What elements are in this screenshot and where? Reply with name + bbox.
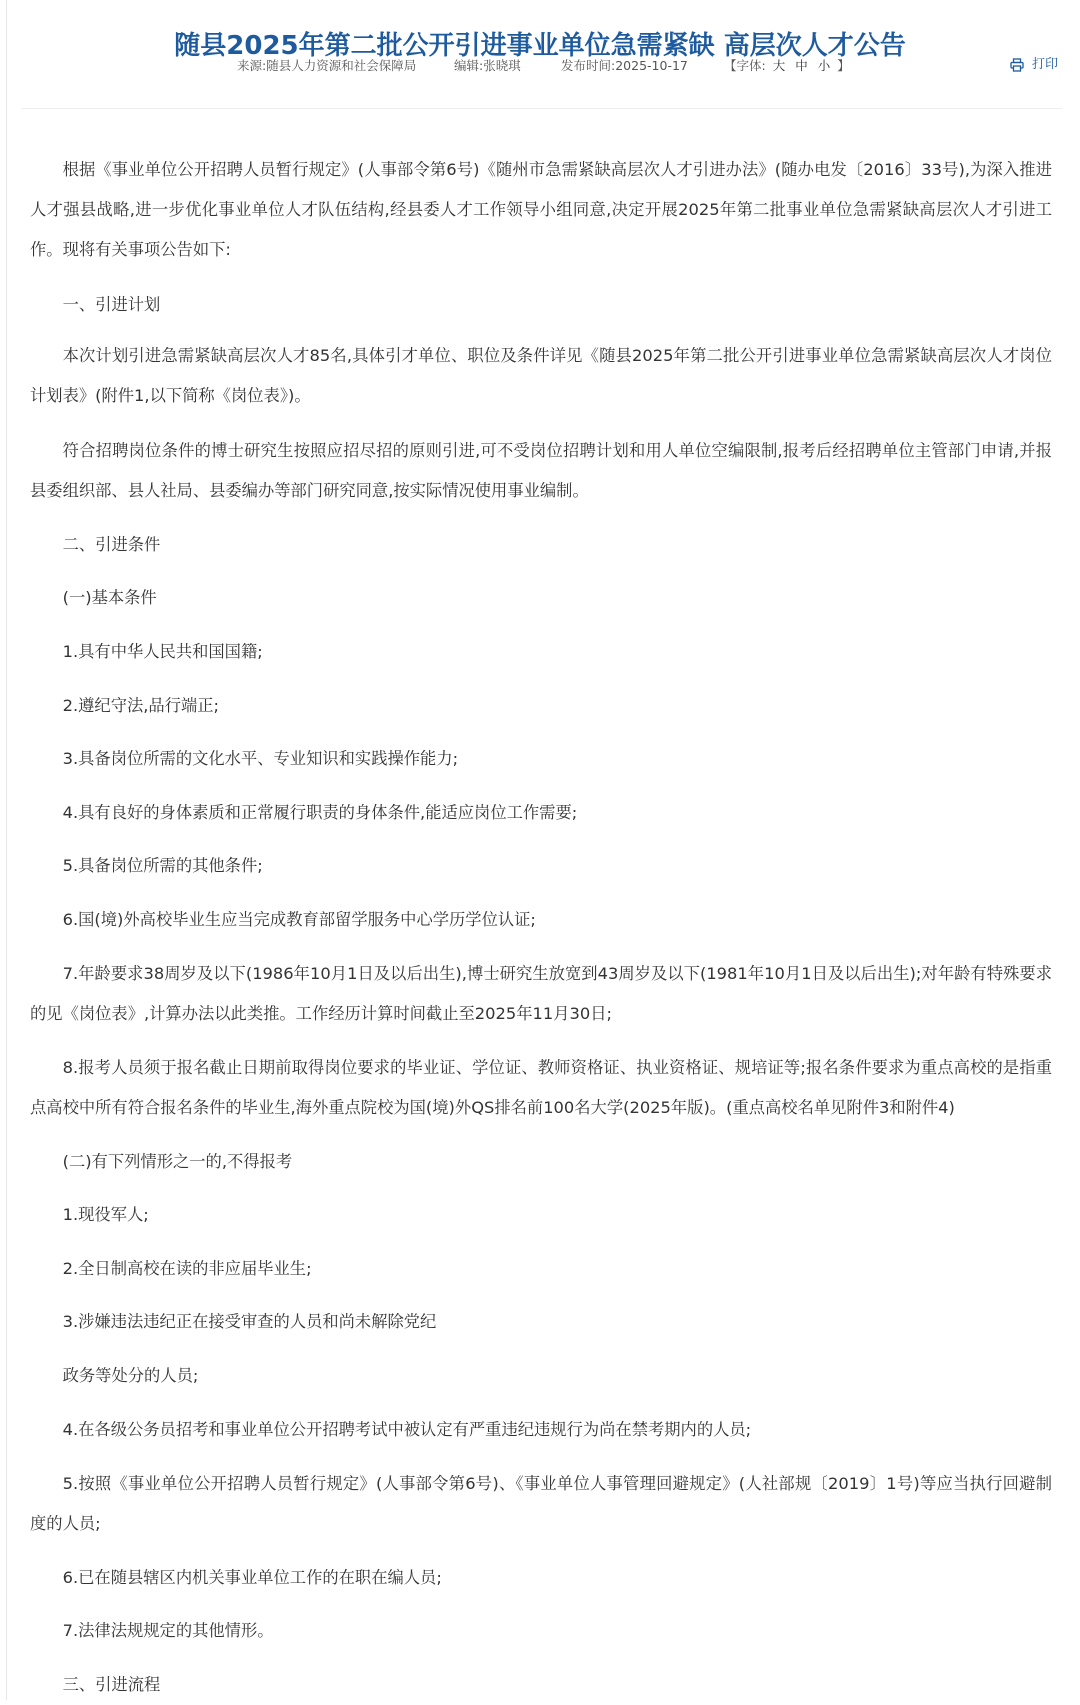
- list-item: 6.已在随县辖区内机关事业单位工作的在职在编人员;: [62, 1568, 442, 1587]
- list-item: 5.按照《事业单位公开招聘人员暂行规定》(人事部令第6号)、《事业单位人事管理回避规定》(人社部规〔2019〕1号)等应当执行回避制度的人员;: [30, 1474, 1052, 1533]
- page-edge-border: [6, 0, 7, 1700]
- list-item: 1.现役军人;: [62, 1205, 149, 1224]
- subsection-heading: (二)有下列情形之一的,不得报考: [62, 1152, 293, 1171]
- paragraph: 本次计划引进急需紧缺高层次人才85名,具体引才单位、职位及条件详见《随县2025年第二批公开引进事业单位急需紧缺高层次人才岗位计划表》(附件1,以下简称《岗位表》)。: [30, 346, 1052, 405]
- font-size-small-button[interactable]: 小: [817, 58, 831, 73]
- paragraph: 符合招聘岗位条件的博士研究生按照应招尽招的原则引进,可不受岗位招聘计划和用人单位空编限制,报考后经招聘单位主管部门申请,并报县委组织部、县人社局、县委编办等部门研究同意,按实际情况使用事业编制。: [30, 441, 1052, 500]
- header-divider: [22, 108, 1062, 109]
- article-title: 随县2025年第二批公开引进事业单位急需紧缺 高层次人才公告: [174, 31, 906, 62]
- font-size-large-button[interactable]: 大: [772, 58, 786, 73]
- font-size-switcher: [724, 56, 850, 76]
- font-size-bracket: 】: [837, 58, 850, 73]
- list-item: 3.涉嫌违法违纪正在接受审查的人员和尚未解除党纪: [62, 1312, 437, 1331]
- list-item: 7.年龄要求38周岁及以下(1986年10月1日及以后出生),博士研究生放宽到43周岁及以下(1981年10月1日及以后出生);对年龄有特殊要求的见《岗位表》,计算办法以此类推。工作经历计算时间截止至2025年11月30日;: [30, 964, 1052, 1023]
- list-item-continuation: 政务等处分的人员;: [62, 1366, 199, 1385]
- section-heading: 二、引进条件: [62, 535, 161, 554]
- list-item: 2.遵纪守法,品行端正;: [62, 696, 220, 715]
- list-item: 3.具备岗位所需的文化水平、专业知识和实践操作能力;: [62, 749, 459, 768]
- print-label: 打印: [1032, 57, 1059, 72]
- list-item: 6.国(境)外高校毕业生应当完成教育部留学服务中心学历学位认证;: [62, 910, 536, 929]
- section-heading: 三、引进流程: [62, 1675, 161, 1694]
- section-heading: 一、引进计划: [62, 295, 161, 314]
- list-item: 4.在各级公务员招考和事业单位公开招聘考试中被认定有严重违纪违规行为尚在禁考期内的人员;: [62, 1420, 752, 1439]
- list-item: 1.具有中华人民共和国国籍;: [62, 642, 263, 661]
- list-item: 4.具有良好的身体素质和正常履行职责的身体条件,能适应岗位工作需要;: [62, 803, 578, 822]
- list-item: 7.法律法规规定的其他情形。: [62, 1621, 274, 1640]
- font-size-medium-button[interactable]: 中: [795, 58, 808, 73]
- list-item: 5.具备岗位所需的其他条件;: [62, 856, 263, 875]
- subsection-heading: (一)基本条件: [62, 588, 157, 607]
- list-item: 8.报考人员须于报名截止日期前取得岗位要求的毕业证、学位证、教师资格证、执业资格证、规培证等;报名条件要求为重点高校的是指重点高校中所有符合报名条件的毕业生,海外重点院校为国(境)外QS排名前100名大学(2025年版)。(重点高校名单见附件3和附件4): [30, 1058, 1052, 1117]
- print-button[interactable]: [1010, 54, 1058, 76]
- article-source: 来源:随县人力资源和社会保障局: [237, 58, 417, 73]
- list-item: 2.全日制高校在读的非应届毕业生;: [62, 1259, 312, 1278]
- article-publish-date: 发布时间:2025-10-17: [561, 58, 688, 73]
- font-size-label: 【字体:: [724, 58, 766, 73]
- printer-icon: [1010, 58, 1024, 72]
- article-editor: 编辑:张晓琪: [454, 58, 521, 73]
- intro-paragraph: 根据《事业单位公开招聘人员暂行规定》(人事部令第6号)《随州市急需紧缺高层次人才引进办法》(随办电发〔2016〕33号),为深入推进人才强县战略,进一步优化事业单位人才队伍结构,经县委人才工作领导小组同意,决定开展2025年第二批事业单位急需紧缺高层次人才引进工作。现将有关事项公告如下:: [30, 160, 1052, 259]
